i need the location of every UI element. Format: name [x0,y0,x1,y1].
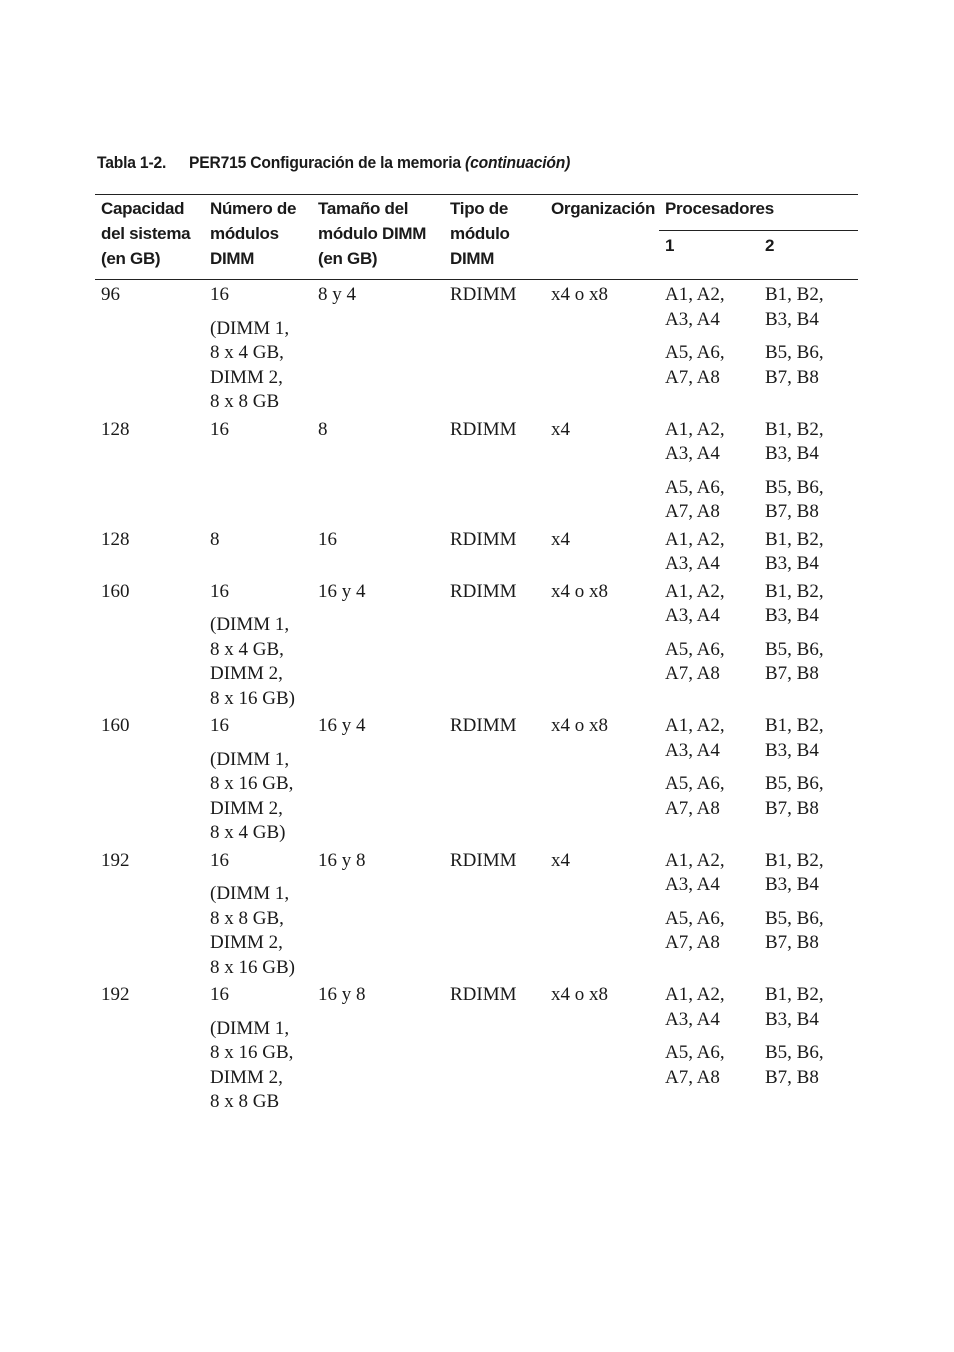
caption-continuation: (continuación) [465,153,571,172]
table-row [95,577,858,712]
cell-procesador-2 [759,577,858,712]
cell-procesador-2 [759,525,858,577]
cell-capacidad: 192 [101,984,130,1005]
cell-tamano-modulo: 16 [318,528,337,550]
cell-numero-modulos: 16 (DIMM 1, 8 x 4 GB, DIMM 2, 8 x 8 GB [204,280,312,415]
slot-group: B5, B6, B7, B8 [765,638,824,684]
slot-group: A1, A2, A3, A4 [665,580,725,626]
table-row [95,846,858,981]
cell-organizacion: x4 [551,849,570,871]
cell-tipo-modulo: RDIMM [450,284,517,305]
table-row [95,980,858,1115]
dimm-detail: (DIMM 1, 8 x 16 GB, DIMM 2, 8 x 4 GB) [210,748,294,843]
cell-capacidad: 160 [101,580,130,602]
slot-group: A1, A2, A3, A4 [665,984,725,1030]
cell-tipo-modulo: RDIMM [450,418,517,440]
memory-config-table [95,194,858,1115]
cell-tamano-modulo: 16 y 4 [318,715,366,736]
cell-organizacion: x4 o x8 [551,984,608,1005]
cell-procesador-1 [659,577,759,712]
slot-group: A5, A6, A7, A8 [665,342,725,388]
cell-capacidad: 192 [101,849,130,871]
cell-organizacion: x4 o x8 [551,284,608,305]
dimm-detail: (DIMM 1, 8 x 4 GB, DIMM 2, 8 x 16 GB) [210,614,295,709]
slot-group: B5, B6, B7, B8 [765,907,824,953]
cell-organizacion: x4 o x8 [551,580,608,602]
slot-group: A1, A2, A3, A4 [665,418,725,464]
cell-tipo-modulo: RDIMM [450,984,517,1005]
cell-procesador-2 [759,846,858,981]
cell-numero-modulos: 16 (DIMM 1, 8 x 8 GB, DIMM 2, 8 x 16 GB) [204,846,312,981]
slot-group: B1, B2, B3, B4 [765,984,824,1030]
slot-group: B1, B2, B3, B4 [765,284,824,330]
header-tamano-modulo: Tamaño del módulo DIMM (en GB) [312,195,444,280]
cell-tipo-modulo: RDIMM [450,580,517,602]
caption-number: Tabla 1-2. [97,153,167,172]
cell-numero-modulos: 16 (DIMM 1, 8 x 16 GB, DIMM 2, 8 x 8 GB [204,980,312,1115]
slot-group: B5, B6, B7, B8 [765,342,824,388]
header-procesador-2: 2 [759,231,858,280]
cell-capacidad: 128 [101,418,130,440]
slot-group: A5, A6, A7, A8 [665,476,725,522]
slot-group: A5, A6, A7, A8 [665,638,725,684]
slot-group: B5, B6, B7, B8 [765,476,824,522]
slot-group: A1, A2, A3, A4 [665,528,725,574]
cell-capacidad: 96 [101,284,120,305]
header-capacidad: Capacidad del sistema (en GB) [95,195,204,280]
cell-numero-modulos: 16 (DIMM 1, 8 x 4 GB, DIMM 2, 8 x 16 GB) [204,577,312,712]
dimm-detail: (DIMM 1, 8 x 4 GB, DIMM 2, 8 x 8 GB [210,317,290,412]
cell-procesador-2 [759,711,858,846]
header-procesador-1: 1 [659,231,759,280]
header-numero-modulos: Número de módulos DIMM [204,195,312,280]
table-row [95,415,858,525]
slot-group: B1, B2, B3, B4 [765,715,824,761]
cell-tamano-modulo: 8 [318,418,328,440]
slot-group: A1, A2, A3, A4 [665,849,725,895]
slot-group: A1, A2, A3, A4 [665,284,725,330]
header-procesadores: Procesadores [659,195,858,231]
dimm-detail: (DIMM 1, 8 x 16 GB, DIMM 2, 8 x 8 GB [210,1017,294,1112]
cell-capacidad: 160 [101,715,130,736]
table-caption [97,153,570,173]
cell-procesador-1 [659,711,759,846]
cell-tamano-modulo: 16 y 4 [318,580,366,602]
cell-procesador-2 [759,980,858,1115]
slot-group: B1, B2, B3, B4 [765,418,824,464]
dimm-detail: (DIMM 1, 8 x 8 GB, DIMM 2, 8 x 16 GB) [210,883,295,978]
slot-group: B1, B2, B3, B4 [765,528,824,574]
slot-group: A5, A6, A7, A8 [665,1042,725,1088]
cell-numero-modulos: 8 [210,528,220,550]
cell-tamano-modulo: 8 y 4 [318,284,356,305]
header-tipo-modulo: Tipo de módulo DIMM [444,195,545,280]
cell-procesador-1 [659,846,759,981]
table-row [95,711,858,846]
cell-organizacion: x4 o x8 [551,715,608,736]
cell-tamano-modulo: 16 y 8 [318,984,366,1005]
header-organizacion: Organización [545,195,659,280]
cell-organizacion: x4 [551,528,570,550]
cell-procesador-1 [659,980,759,1115]
slot-group: B5, B6, B7, B8 [765,1042,824,1088]
cell-procesador-1 [659,280,759,415]
cell-tipo-modulo: RDIMM [450,849,517,871]
cell-tamano-modulo: 16 y 8 [318,849,366,871]
slot-group: A1, A2, A3, A4 [665,715,725,761]
slot-group: B1, B2, B3, B4 [765,580,824,626]
table-row [95,525,858,577]
cell-tipo-modulo: RDIMM [450,715,517,736]
cell-procesador-1 [659,415,759,525]
cell-organizacion: x4 [551,418,570,440]
cell-procesador-1 [659,525,759,577]
cell-numero-modulos: 16 (DIMM 1, 8 x 16 GB, DIMM 2, 8 x 4 GB) [204,711,312,846]
slot-group: A5, A6, A7, A8 [665,907,725,953]
cell-tipo-modulo: RDIMM [450,528,517,550]
cell-procesador-2 [759,415,858,525]
cell-capacidad: 128 [101,528,130,550]
cell-numero-modulos: 16 [210,418,229,440]
caption-title: PER715 Configuración de la memoria [189,153,461,172]
cell-procesador-2 [759,280,858,415]
slot-group: B1, B2, B3, B4 [765,849,824,895]
slot-group: A5, A6, A7, A8 [665,773,725,819]
slot-group: B5, B6, B7, B8 [765,773,824,819]
table-row [95,280,858,415]
